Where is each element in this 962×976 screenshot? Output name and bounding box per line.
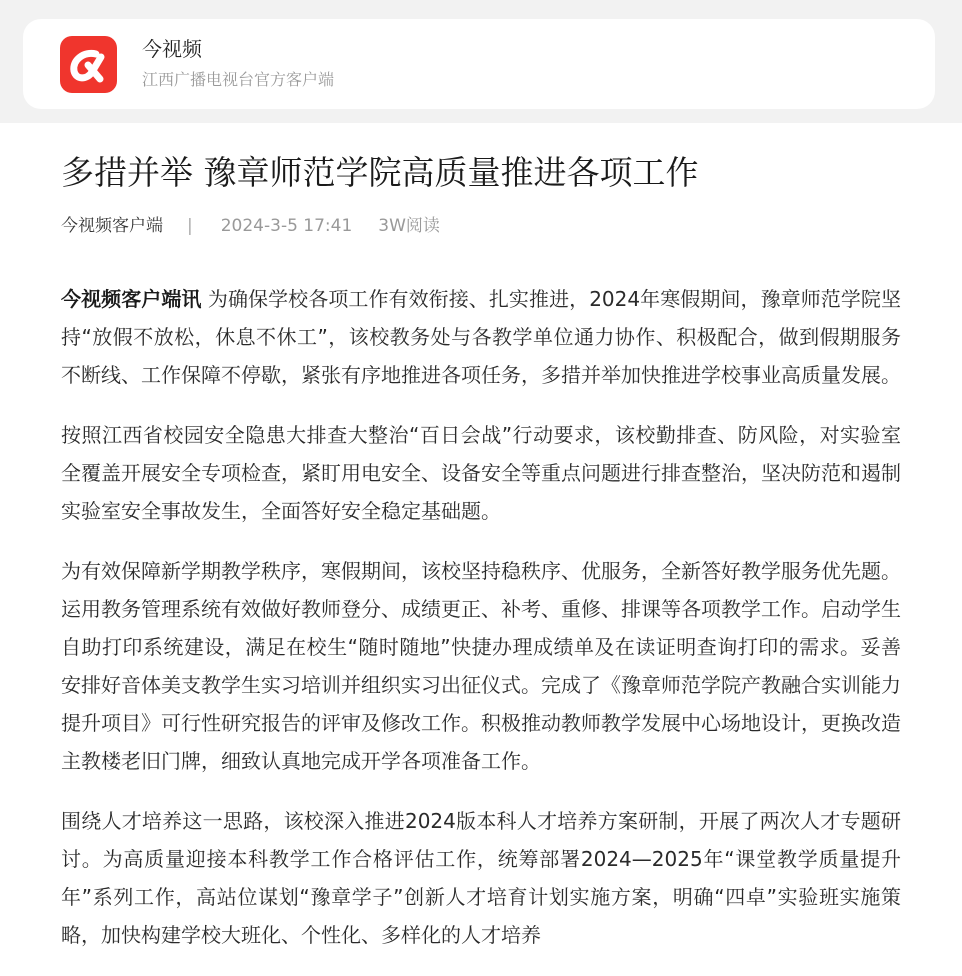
- article-source: 今视频客户端: [61, 216, 163, 236]
- meta-separator: |: [187, 216, 193, 236]
- app-banner: [0, 0, 962, 123]
- jinshipin-logo-icon[interactable]: [60, 36, 117, 93]
- article-lead: 今视频客户端讯: [61, 287, 202, 311]
- article-paragraph: [61, 280, 901, 394]
- article-paragraph: 为有效保障新学期教学秩序，寒假期间，该校坚持稳秩序、优服务，全新答好教学服务优先题。运用教务管理系统有效做好教师登分、成绩更正、补考、重修、排课等各项教学工作。启动学生自助打印系统建设，满足在校生“随时随地”快捷办理成绩单及在读证明查询打印的需求。妥善安排好音体美支教学生实习培训并组织实习出征仪式。完成了《豫章师范学院产教融合实训能力提升项目》可行性研究报告的评审及修改工作。积极推动教师教学发展中心场地设计，更换改造主教楼老旧门牌，细致认真地完成开学各项准备工作。: [61, 559, 901, 773]
- article-paragraph: 按照江西省校园安全隐患大排查大整治“百日会战”行动要求，该校勤排查、防风险，对实验室全覆盖开展安全专项检查，紧盯用电安全、设备安全等重点问题进行排查整治，坚决防范和遏制实验室安全事故发生，全面答好安全稳定基础题。: [61, 423, 901, 523]
- paragraph-text: 为确保学校各项工作有效衔接、扎实推进，2024年寒假期间，豫章师范学院坚持“放假不放松，休息不休工”，该校教务处与各教学单位通力协作、积极配合，做到假期服务不断线、工作保障不停歇，紧张有序地推进各项任务，多措并举加快推进学校事业高质量发展。: [61, 287, 901, 387]
- article-paragraph: 围绕人才培养这一思路，该校深入推进2024版本科人才培养方案研制，开展了两次人才专题研讨。为高质量迎接本科教学工作合格评估工作，统筹部署2024—2025年“课堂教学质量提升年”系列工作，高站位谋划“豫章学子”创新人才培育计划实施方案，明确“四卓”实验班实施策略，加快构建学校大班化、个性化、多样化的人才培养: [61, 809, 901, 947]
- article-title: 多措并举 豫章师范学院高质量推进各项工作: [61, 153, 699, 192]
- article-timestamp: 2024-3-5 17:41: [220, 216, 353, 236]
- app-name: 今视频: [142, 37, 202, 61]
- article-read-count: 3W阅读: [378, 216, 440, 236]
- app-card[interactable]: [23, 19, 935, 109]
- article-body: [61, 280, 901, 976]
- article-meta: [61, 214, 440, 238]
- app-description: 江西广播电视台官方客户端: [142, 70, 335, 89]
